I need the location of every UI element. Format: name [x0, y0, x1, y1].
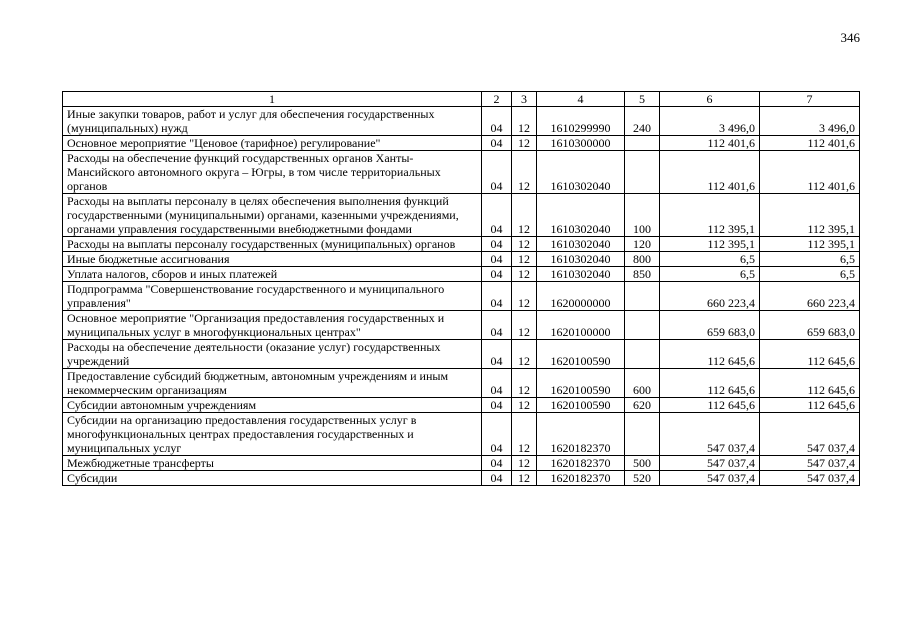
row-target-code: 1610300000	[537, 136, 625, 151]
row-subsection: 12	[512, 194, 537, 237]
header-cell-4: 4	[537, 92, 625, 107]
row-section: 04	[482, 311, 512, 340]
row-expense-type: 520	[625, 471, 660, 486]
row-amount-col7: 3 496,0	[760, 107, 860, 136]
row-subsection: 12	[512, 252, 537, 267]
row-amount-col7: 112 645,6	[760, 340, 860, 369]
row-amount-col7: 112 395,1	[760, 237, 860, 252]
header-cell-5: 5	[625, 92, 660, 107]
table-row	[63, 194, 860, 237]
row-expense-type: 240	[625, 107, 660, 136]
row-amount-col6: 547 037,4	[660, 471, 760, 486]
row-subsection: 12	[512, 369, 537, 398]
row-amount-col6: 6,5	[660, 267, 760, 282]
row-amount-col7: 547 037,4	[760, 471, 860, 486]
header-cell-6: 6	[660, 92, 760, 107]
row-amount-col7: 112 645,6	[760, 398, 860, 413]
table-row	[63, 151, 860, 194]
row-name: Расходы на выплаты персоналу государственных (муниципальных) органов	[63, 237, 482, 252]
row-expense-type: 850	[625, 267, 660, 282]
row-section: 04	[482, 107, 512, 136]
row-expense-type: 800	[625, 252, 660, 267]
row-subsection: 12	[512, 282, 537, 311]
row-expense-type: 100	[625, 194, 660, 237]
row-amount-col6: 112 401,6	[660, 136, 760, 151]
row-amount-col7: 6,5	[760, 252, 860, 267]
row-name: Иные закупки товаров, работ и услуг для обеспечения государственных (муниципальных) нужд	[63, 107, 482, 136]
row-expense-type	[625, 282, 660, 311]
row-name: Расходы на выплаты персоналу в целях обеспечения выполнения функций государственными (муниципальными) органами, казенными учреждениями, органами управления государственными внебюджетными фондами	[63, 194, 482, 237]
row-amount-col6: 112 395,1	[660, 194, 760, 237]
row-amount-col6: 112 645,6	[660, 369, 760, 398]
row-section: 04	[482, 456, 512, 471]
row-expense-type: 620	[625, 398, 660, 413]
row-target-code: 1610302040	[537, 252, 625, 267]
header-cell-7: 7	[760, 92, 860, 107]
row-target-code: 1620182370	[537, 413, 625, 456]
row-name: Межбюджетные трансферты	[63, 456, 482, 471]
table-row	[63, 282, 860, 311]
table-row	[63, 136, 860, 151]
row-amount-col7: 112 395,1	[760, 194, 860, 237]
table-row	[63, 267, 860, 282]
row-section: 04	[482, 413, 512, 456]
row-amount-col6: 547 037,4	[660, 456, 760, 471]
row-subsection: 12	[512, 413, 537, 456]
row-amount-col6: 660 223,4	[660, 282, 760, 311]
row-name: Уплата налогов, сборов и иных платежей	[63, 267, 482, 282]
row-amount-col6: 112 395,1	[660, 237, 760, 252]
row-subsection: 12	[512, 107, 537, 136]
row-target-code: 1620100590	[537, 398, 625, 413]
row-target-code: 1620182370	[537, 456, 625, 471]
row-name: Основное мероприятие "Ценовое (тарифное) регулирование"	[63, 136, 482, 151]
row-target-code: 1610302040	[537, 267, 625, 282]
row-amount-col6: 3 496,0	[660, 107, 760, 136]
row-amount-col6: 6,5	[660, 252, 760, 267]
row-section: 04	[482, 471, 512, 486]
row-expense-type: 500	[625, 456, 660, 471]
row-amount-col7: 6,5	[760, 267, 860, 282]
row-section: 04	[482, 340, 512, 369]
row-name: Основное мероприятие "Организация предоставления государственных и муниципальных услуг в многофункциональных центрах"	[63, 311, 482, 340]
table-row	[63, 340, 860, 369]
row-target-code: 1620100000	[537, 311, 625, 340]
row-section: 04	[482, 194, 512, 237]
row-amount-col6: 112 401,6	[660, 151, 760, 194]
row-amount-col6: 659 683,0	[660, 311, 760, 340]
row-subsection: 12	[512, 398, 537, 413]
row-name: Иные бюджетные ассигнования	[63, 252, 482, 267]
table-row	[63, 237, 860, 252]
row-subsection: 12	[512, 136, 537, 151]
row-amount-col7: 547 037,4	[760, 413, 860, 456]
row-section: 04	[482, 398, 512, 413]
row-name: Субсидии автономным учреждениям	[63, 398, 482, 413]
row-subsection: 12	[512, 456, 537, 471]
row-target-code: 1610302040	[537, 151, 625, 194]
row-name: Расходы на обеспечение функций государственных органов Ханты-Мансийского автономного округа – Югры, в том числе территориальных органов	[63, 151, 482, 194]
row-target-code: 1620182370	[537, 471, 625, 486]
table-row	[63, 311, 860, 340]
row-subsection: 12	[512, 267, 537, 282]
table-row	[63, 471, 860, 486]
row-section: 04	[482, 151, 512, 194]
row-name: Субсидии	[63, 471, 482, 486]
header-cell-1: 1	[63, 92, 482, 107]
row-subsection: 12	[512, 471, 537, 486]
table-row	[63, 413, 860, 456]
row-section: 04	[482, 252, 512, 267]
row-amount-col6: 112 645,6	[660, 340, 760, 369]
table-row	[63, 252, 860, 267]
row-target-code: 1610299990	[537, 107, 625, 136]
row-section: 04	[482, 267, 512, 282]
page-number: 346	[840, 30, 860, 45]
row-expense-type	[625, 151, 660, 194]
row-target-code: 1610302040	[537, 194, 625, 237]
row-amount-col7: 112 401,6	[760, 136, 860, 151]
row-subsection: 12	[512, 340, 537, 369]
row-amount-col7: 659 683,0	[760, 311, 860, 340]
row-target-code: 1620100590	[537, 369, 625, 398]
table-row	[63, 369, 860, 398]
row-name: Подпрограмма "Совершенствование государственного и муниципального управления"	[63, 282, 482, 311]
row-subsection: 12	[512, 151, 537, 194]
row-section: 04	[482, 369, 512, 398]
row-target-code: 1620100590	[537, 340, 625, 369]
row-amount-col7: 112 401,6	[760, 151, 860, 194]
row-name: Субсидии на организацию предоставления государственных услуг в многофункциональных центрах предоставления государственных и муниципальных услуг	[63, 413, 482, 456]
table-row	[63, 107, 860, 136]
row-subsection: 12	[512, 311, 537, 340]
table-row	[63, 456, 860, 471]
row-target-code: 1620000000	[537, 282, 625, 311]
row-expense-type: 120	[625, 237, 660, 252]
row-target-code: 1610302040	[537, 237, 625, 252]
row-amount-col7: 547 037,4	[760, 456, 860, 471]
row-amount-col7: 112 645,6	[760, 369, 860, 398]
row-section: 04	[482, 237, 512, 252]
row-expense-type	[625, 311, 660, 340]
row-name: Предоставление субсидий бюджетным, автономным учреждениям и иным некоммерческим организациям	[63, 369, 482, 398]
row-subsection: 12	[512, 237, 537, 252]
budget-table	[62, 91, 860, 486]
row-expense-type	[625, 136, 660, 151]
table-row	[63, 398, 860, 413]
row-expense-type: 600	[625, 369, 660, 398]
row-amount-col6: 112 645,6	[660, 398, 760, 413]
row-expense-type	[625, 340, 660, 369]
row-amount-col7: 660 223,4	[760, 282, 860, 311]
table-header-row	[63, 92, 860, 107]
row-expense-type	[625, 413, 660, 456]
row-section: 04	[482, 136, 512, 151]
header-cell-2: 2	[482, 92, 512, 107]
row-section: 04	[482, 282, 512, 311]
row-name: Расходы на обеспечение деятельности (оказание услуг) государственных учреждений	[63, 340, 482, 369]
header-cell-3: 3	[512, 92, 537, 107]
row-amount-col6: 547 037,4	[660, 413, 760, 456]
